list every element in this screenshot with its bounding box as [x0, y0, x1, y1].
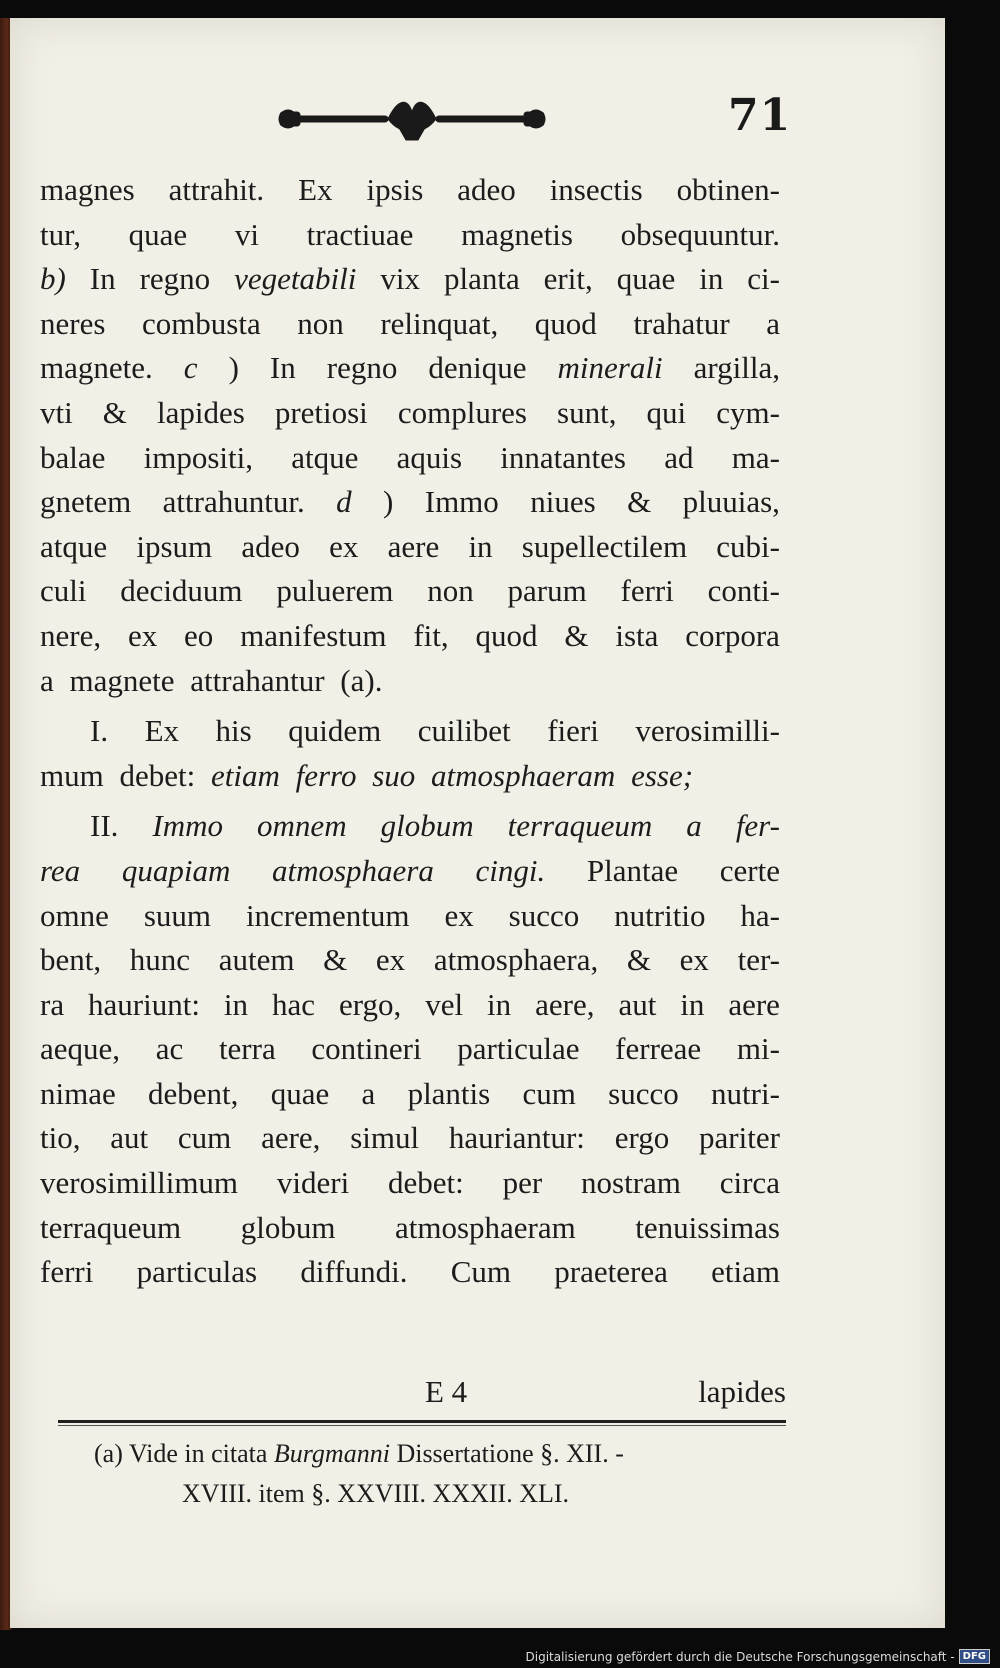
word: ferri [620, 573, 674, 609]
word: (a). [340, 662, 383, 698]
book-page [10, 18, 945, 1628]
word: cuilibet [417, 713, 511, 749]
word: d [336, 484, 352, 520]
word: simul [350, 1120, 420, 1156]
word: ) [228, 350, 239, 386]
word: pluuias, [682, 484, 780, 520]
word: ista [615, 617, 659, 653]
word: regno [139, 261, 211, 297]
word: cubi- [716, 528, 780, 564]
page-number: 71 [728, 90, 792, 141]
word: pretiosi [274, 394, 368, 430]
word: insectis [549, 172, 643, 207]
footnote-fragment: Dissertatione §. XII. - [389, 1439, 624, 1468]
word: magnete [69, 662, 183, 698]
word: atque [40, 528, 108, 564]
word: atmosphaeram [431, 757, 624, 793]
word: gnetem [40, 484, 132, 520]
word: quae [128, 216, 188, 252]
digitization-credit [526, 1649, 991, 1664]
word: aere [728, 986, 780, 1022]
word: esse; [631, 757, 694, 793]
word: suum [143, 897, 211, 933]
word: impositi, [143, 439, 254, 475]
word: hac [272, 986, 316, 1022]
word: fit, [413, 617, 449, 653]
word: parum [507, 573, 587, 609]
text-line [40, 302, 780, 347]
word: aut [110, 1120, 149, 1156]
word: globum [380, 808, 474, 844]
word: nutritio [614, 897, 706, 933]
word: In [89, 261, 116, 297]
text-line [40, 213, 780, 258]
text-line [40, 1116, 780, 1161]
word: complures [397, 394, 527, 430]
word: cingi. [475, 852, 546, 888]
word: ci- [747, 261, 780, 297]
word: Immo [152, 808, 224, 844]
word: praeterea [554, 1254, 668, 1290]
word: vegetabili [234, 261, 357, 297]
word: tur, [40, 216, 81, 252]
word: argilla, [693, 350, 780, 386]
text-line [40, 709, 780, 754]
word: his [215, 713, 252, 749]
word: autem [218, 942, 295, 978]
word: Ex [144, 713, 180, 749]
text-line [40, 983, 780, 1028]
main-text-body [40, 168, 780, 1295]
word: qui [646, 394, 687, 430]
word: culi [40, 573, 87, 609]
word: sunt, [557, 394, 617, 430]
word: neres [40, 305, 106, 341]
footnote-fragment: (a) Vide in citata [94, 1439, 274, 1468]
word: debent, [148, 1075, 239, 1111]
footnote-rule-thin [58, 1425, 786, 1426]
word: lapides [156, 394, 245, 430]
word: atque [291, 439, 359, 475]
word: non [297, 305, 344, 341]
footnote-line-1 [94, 1434, 784, 1474]
text-line [40, 436, 780, 481]
word: puluerem [276, 573, 394, 609]
word: succo [508, 897, 580, 933]
word: hauriantur: [448, 1120, 585, 1156]
word: vel [425, 986, 464, 1022]
word: debet: [388, 1165, 464, 1201]
footnote-rule [58, 1420, 786, 1423]
word: niues [530, 484, 596, 520]
word: ter- [737, 942, 780, 978]
word: ra [40, 986, 65, 1022]
word: incrementum [245, 897, 410, 933]
word: & [102, 394, 127, 430]
word: In [269, 350, 296, 386]
word: aere, [535, 986, 595, 1022]
text-line [40, 257, 780, 302]
word: conti- [707, 573, 780, 609]
word: manifestum [240, 617, 387, 653]
word: magnete. [40, 350, 153, 386]
word: vix [380, 261, 420, 297]
word: regno [326, 350, 398, 386]
word: etiam [210, 757, 288, 793]
word: ac [155, 1031, 184, 1067]
word: contineri [311, 1031, 422, 1067]
word: cum [522, 1075, 576, 1111]
word: omne [40, 897, 109, 933]
word: quapiam [121, 852, 231, 888]
word: innatantes [500, 439, 626, 475]
text-line [40, 849, 780, 894]
word: nutri- [711, 1075, 780, 1111]
word: pariter [699, 1120, 780, 1156]
word: in [223, 986, 249, 1022]
word: aeque, [40, 1031, 121, 1067]
word: denique [428, 350, 527, 386]
word: a [686, 808, 702, 844]
word: & [564, 617, 589, 653]
word: bent, [40, 942, 102, 978]
word: & [627, 484, 652, 520]
footnote-fragment: Burgmanni [273, 1439, 390, 1468]
word: quod [534, 305, 597, 341]
word: aut [618, 986, 657, 1022]
text-line [40, 569, 780, 614]
word: ex [329, 528, 359, 564]
word: relinquat, [380, 305, 499, 341]
credit-text: Digitalisierung gefördert durch die Deutsche Forschungsgemeinschaft - [525, 1649, 955, 1664]
catchword: lapides [698, 1374, 786, 1409]
word: II. [90, 808, 119, 844]
dfg-logo: DFG [959, 1649, 990, 1664]
word: attrahit. [168, 172, 265, 207]
word: cum [177, 1120, 232, 1156]
word: atmosphaera [271, 852, 434, 888]
word: in [680, 986, 705, 1022]
text-line [40, 346, 780, 391]
word: quae [270, 1075, 330, 1111]
word: quae [616, 261, 676, 297]
word: quod [475, 617, 538, 653]
word: atmosphaera, [433, 942, 599, 978]
signature-mark: E 4 [425, 1374, 468, 1409]
word: fer- [735, 808, 780, 844]
word: debet: [119, 757, 203, 793]
word: certe [719, 852, 780, 888]
word: & [323, 942, 348, 978]
word: terra [218, 1031, 276, 1067]
text-line [40, 938, 780, 983]
word: Cum [450, 1254, 512, 1290]
word: hunc [129, 942, 191, 978]
word: ipsis [366, 172, 424, 207]
word: ipsum [136, 528, 213, 564]
word: in [699, 261, 724, 297]
word: mi- [736, 1031, 780, 1067]
word: supellectilem [521, 528, 688, 564]
word: aere [387, 528, 440, 564]
word: Plantae [586, 852, 679, 888]
text-line [40, 1250, 780, 1295]
word: ma- [731, 439, 780, 475]
word: combusta [141, 305, 261, 341]
word: non [427, 573, 474, 609]
text-line [40, 168, 780, 213]
word: vti [40, 394, 73, 430]
word: minerali [557, 350, 663, 386]
word: tenuissimas [635, 1209, 780, 1245]
text-line [40, 1206, 780, 1251]
word: adeo [457, 172, 516, 207]
footnote [94, 1434, 784, 1514]
word: aere, [261, 1120, 321, 1156]
word: nostram [581, 1165, 681, 1201]
word: attrahuntur. [162, 484, 305, 520]
word: mum [40, 757, 112, 793]
word: ex [679, 942, 709, 978]
text-line [40, 480, 780, 525]
word: deciduum [120, 573, 243, 609]
text-line [40, 804, 780, 849]
word: atmosphaeram [394, 1209, 576, 1245]
decorative-headpiece-ornament [278, 88, 546, 148]
word: balae [40, 439, 106, 475]
word: planta [443, 261, 520, 297]
word: ) [383, 484, 394, 520]
text-line [40, 754, 780, 799]
word: adeo [241, 528, 300, 564]
word: magnetis [461, 216, 573, 252]
word: a [361, 1075, 376, 1111]
text-line [40, 1161, 780, 1206]
word: trahatur [633, 305, 730, 341]
word: eo [184, 617, 214, 653]
word: magnes [40, 172, 135, 207]
word: succo [608, 1075, 679, 1111]
text-line [40, 614, 780, 659]
word: plantis [407, 1075, 491, 1111]
word: in [487, 986, 512, 1022]
word: Immo [424, 484, 499, 520]
word: terraqueum [40, 1209, 182, 1245]
text-line [40, 1072, 780, 1117]
text-line [40, 391, 780, 436]
word: verosimilli- [635, 713, 780, 749]
word: ex [127, 617, 158, 653]
word: tio, [40, 1120, 81, 1156]
text-line [40, 525, 780, 570]
word: aquis [396, 439, 463, 475]
word: ex [444, 897, 474, 933]
word: etiam [711, 1254, 780, 1290]
word: c [183, 350, 198, 386]
word: cym- [716, 394, 780, 430]
word: rea [40, 852, 81, 888]
word: circa [719, 1165, 780, 1201]
word: nimae [40, 1075, 116, 1111]
word: diffundi. [300, 1254, 408, 1290]
word: b) [40, 261, 66, 297]
word: ergo, [338, 986, 402, 1022]
word: fieri [547, 713, 599, 749]
word: per [502, 1165, 543, 1201]
word: ad [664, 439, 694, 475]
word: ex [375, 942, 406, 978]
word: particulae [457, 1031, 580, 1067]
word: erit, [543, 261, 593, 297]
word: a [40, 662, 62, 698]
word: ferro [295, 757, 365, 793]
word: suo [372, 757, 424, 793]
word: & [626, 942, 651, 978]
word: globum [240, 1209, 336, 1245]
word: videri [276, 1165, 350, 1201]
page-footer [58, 1374, 786, 1418]
text-line [40, 894, 780, 939]
word: in [468, 528, 493, 564]
word: omnem [257, 808, 347, 844]
word: terraqueum [507, 808, 653, 844]
word: tractiuae [306, 216, 414, 252]
word: verosimillimum [40, 1165, 239, 1201]
word: I. [90, 713, 109, 749]
word: ferreae [615, 1031, 702, 1067]
word: nere, [40, 617, 102, 653]
word: ha- [740, 897, 780, 933]
text-line [40, 659, 780, 704]
word: obtinen- [676, 172, 780, 207]
word: obsequuntur. [620, 216, 780, 252]
word: ergo [614, 1120, 670, 1156]
word: vi [234, 216, 259, 252]
word: attrahantur [190, 662, 333, 698]
word: corpora [685, 617, 780, 653]
word: quidem [288, 713, 382, 749]
text-line [40, 1027, 780, 1072]
footnote-line-2: XVIII. item §. XXVIII. XXXII. XLI. [182, 1479, 570, 1508]
word: a [766, 305, 780, 341]
word: Ex [298, 172, 333, 207]
word: particulas [136, 1254, 258, 1290]
word: ferri [40, 1254, 94, 1290]
word: hauriunt: [88, 986, 200, 1022]
